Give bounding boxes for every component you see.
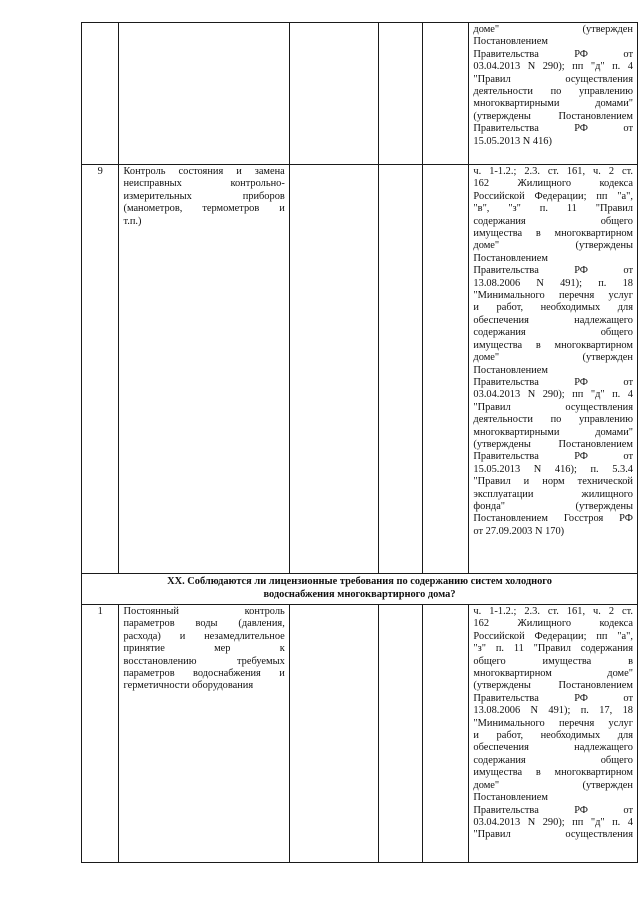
reference-line: 13.08.2006 N 491); п. 17, 18 xyxy=(473,705,633,717)
answer-yes-cell xyxy=(289,165,378,574)
section-heading-line: водоснабжения многоквартирного дома? xyxy=(263,588,456,600)
requirement-line: Постоянный контроль xyxy=(123,606,285,617)
reference-line: Правительства РФ от xyxy=(473,376,633,388)
requirement-line: герметичности оборудования xyxy=(123,680,254,692)
row-number xyxy=(82,23,119,165)
requirement-text xyxy=(119,23,289,165)
reference-line: Правительства РФ от xyxy=(473,123,633,135)
reference-line: от 27.09.2003 N 170) xyxy=(473,525,565,537)
reference-line: 15.05.2013 N 416) xyxy=(473,135,552,147)
reference-line: Постановлением xyxy=(473,36,548,48)
requirement-text xyxy=(119,165,289,574)
requirement-line: расхода) и незамедлительное xyxy=(123,630,285,642)
requirement-line: принятие мер к xyxy=(123,643,285,655)
reference-line: ч. 1-1.2.; 2.3. ст. 161, ч. 2 ст. xyxy=(473,606,633,617)
table-row xyxy=(82,165,638,574)
reference-line: доме" (утвержден xyxy=(473,352,633,364)
reference-line: "Минимального перечня услуг xyxy=(473,290,633,302)
requirement-line: т.п.) xyxy=(123,215,142,227)
reference-line: Правительства РФ от xyxy=(473,804,633,816)
reference-line: многоквартирном доме" xyxy=(473,668,633,680)
requirement-line: параметров водоснабжения и xyxy=(123,668,285,680)
reference-line: 13.08.2006 N 491); п. 18 xyxy=(473,277,633,289)
answer-yes-cell xyxy=(289,605,378,863)
table-row xyxy=(82,605,638,863)
reference-line: имущества в многоквартирном xyxy=(473,228,633,240)
legal-reference xyxy=(469,165,638,574)
reference-line: ч. 1-1.2.; 2.3. ст. 161, ч. 2 ст. xyxy=(473,166,633,177)
reference-line: Российской Федерации; пп "а", xyxy=(473,630,633,642)
row-number: 9 xyxy=(82,165,119,574)
reference-line: содержания общего xyxy=(473,327,633,339)
reference-line: обеспечения надлежащего xyxy=(473,314,633,326)
reference-line: доме" (утвержден xyxy=(473,24,633,35)
reference-line: 15.05.2013 N 416); п. 5.3.4 xyxy=(473,463,633,475)
requirement-line: параметров воды (давления, xyxy=(123,618,285,630)
reference-line: и работ, необходимых для xyxy=(473,302,633,314)
reference-line: "в", "з" п. 11 "Правил xyxy=(473,203,633,215)
reference-line: доме" (утверждены xyxy=(473,240,633,252)
reference-line: 03.04.2013 N 290); пп "д" п. 4 xyxy=(473,816,633,828)
reference-line: содержания общего xyxy=(473,215,633,227)
reference-line: Правительства РФ от xyxy=(473,265,633,277)
not-applicable-cell xyxy=(423,23,469,165)
row-number: 1 xyxy=(82,605,119,863)
section-heading-line: XX. Соблюдаются ли лицензионные требования по содержанию систем холодного xyxy=(167,576,552,587)
reference-line: Постановлением xyxy=(473,364,548,376)
reference-line: (утверждены Постановлением xyxy=(473,110,633,122)
reference-line: "Правил осуществления xyxy=(473,829,633,841)
requirement-line: восстановлению требуемых xyxy=(123,655,285,667)
reference-line: обеспечения надлежащего xyxy=(473,742,633,754)
reference-line: 162 Жилищного кодекса xyxy=(473,178,633,190)
reference-line: "Правил и норм технической xyxy=(473,476,633,488)
answer-no-cell xyxy=(379,23,423,165)
reference-line: 03.04.2013 N 290); пп "д" п. 4 xyxy=(473,389,633,401)
section-heading xyxy=(82,574,638,605)
reference-line: 162 Жилищного кодекса xyxy=(473,618,633,630)
reference-line: "з" п. 11 "Правил содержания xyxy=(473,643,633,655)
table-row xyxy=(82,23,638,165)
reference-line: фонда" (утверждены xyxy=(473,500,633,512)
requirement-line: (манометров, термометров и xyxy=(123,203,285,215)
reference-line: деятельности по управлению xyxy=(473,414,633,426)
reference-line: Российской Федерации; пп "а", xyxy=(473,190,633,202)
answer-no-cell xyxy=(379,165,423,574)
reference-line: (утверждены Постановлением xyxy=(473,680,633,692)
reference-line: эксплуатации жилищного xyxy=(473,488,633,500)
checklist-table xyxy=(81,22,638,863)
reference-line: многоквартирными домами" xyxy=(473,98,633,110)
legal-reference xyxy=(469,23,638,165)
requirement-line: Контроль состояния и замена xyxy=(123,166,285,177)
answer-yes-cell xyxy=(289,23,378,165)
reference-line: "Правил осуществления xyxy=(473,401,633,413)
reference-line: имущества в многоквартирном xyxy=(473,339,633,351)
not-applicable-cell xyxy=(423,165,469,574)
requirement-line: измерительных приборов xyxy=(123,190,285,202)
reference-line: содержания общего xyxy=(473,754,633,766)
reference-line: (утверждены Постановлением xyxy=(473,438,633,450)
reference-line: общего имущества в xyxy=(473,655,633,667)
section-header-row xyxy=(82,574,638,605)
not-applicable-cell xyxy=(423,605,469,863)
reference-line: Правительства РФ от xyxy=(473,451,633,463)
reference-line: имущества в многоквартирном xyxy=(473,767,633,779)
reference-line: доме" (утвержден xyxy=(473,779,633,791)
reference-line: Правительства РФ от xyxy=(473,692,633,704)
reference-line: 03.04.2013 N 290); пп "д" п. 4 xyxy=(473,61,633,73)
reference-line: Постановлением xyxy=(473,252,548,264)
reference-line: Правительства РФ от xyxy=(473,48,633,60)
answer-no-cell xyxy=(379,605,423,863)
legal-reference xyxy=(469,605,638,863)
reference-line: Постановлением xyxy=(473,792,548,804)
reference-line: Постановлением Госстроя РФ xyxy=(473,513,633,525)
reference-line: многоквартирными домами" xyxy=(473,426,633,438)
requirement-line: неисправных контрольно- xyxy=(123,178,285,190)
reference-line: "Правил осуществления xyxy=(473,73,633,85)
reference-line: деятельности по управлению xyxy=(473,86,633,98)
requirement-text xyxy=(119,605,289,863)
reference-line: "Минимального перечня услуг xyxy=(473,717,633,729)
reference-line: и работ, необходимых для xyxy=(473,730,633,742)
